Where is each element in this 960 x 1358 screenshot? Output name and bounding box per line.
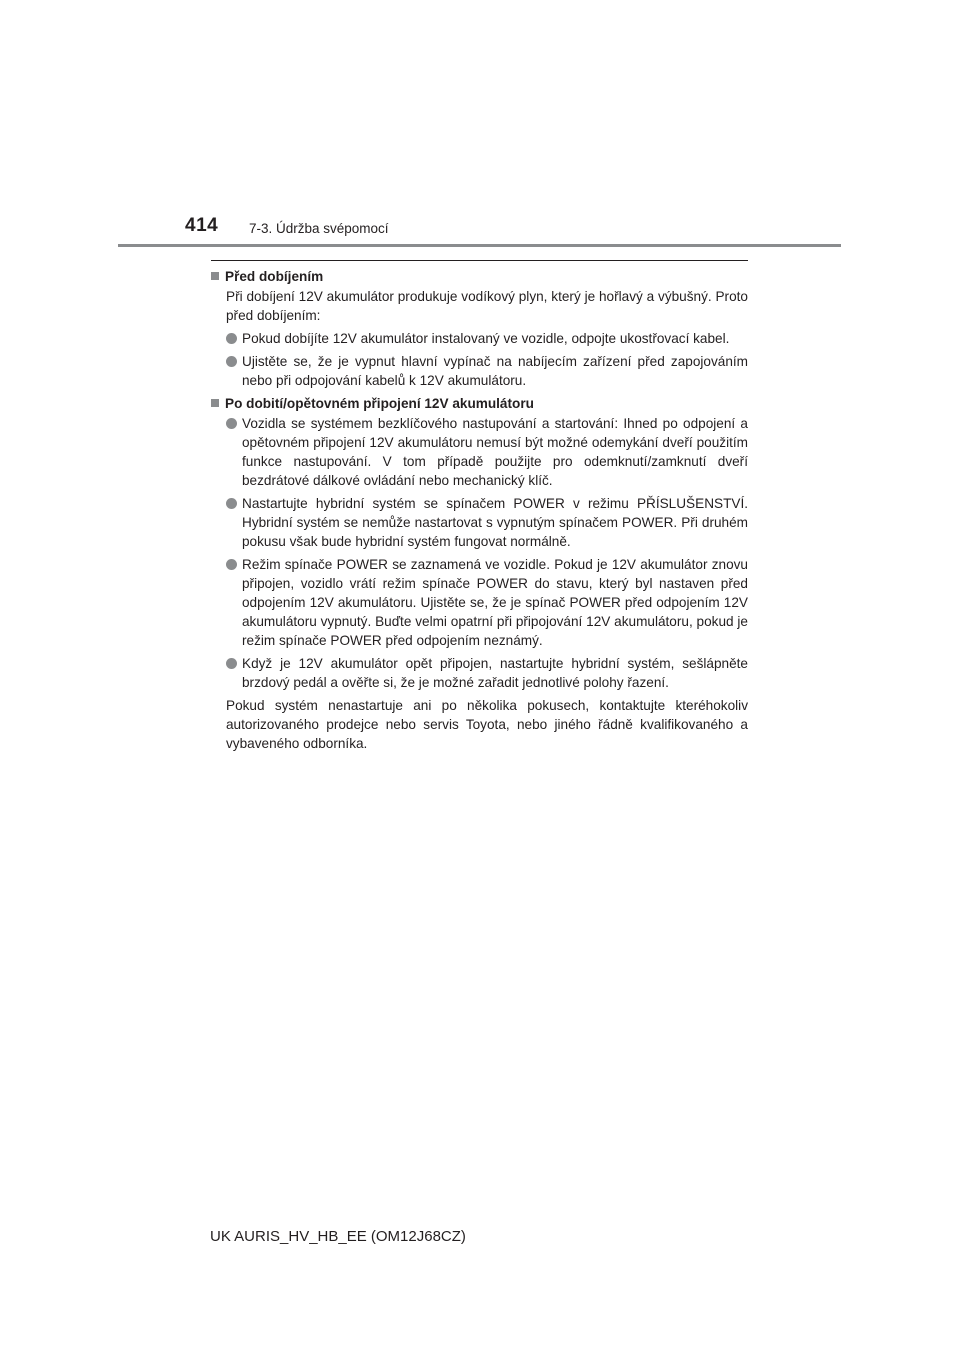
section-heading-after-reconnect	[211, 394, 748, 413]
closing-paragraph: Pokud systém nenastartuje ani po několika pokusech, kontaktujte kteréhokoliv autorizovaného prodejce nebo servis Toyota, nebo jiného řádně kvalifikovaného a vybaveného odborníka.	[226, 698, 748, 751]
content-body	[211, 266, 748, 753]
circle-bullet-icon	[226, 418, 237, 429]
content-divider	[211, 260, 748, 261]
intro-paragraph: Při dobíjení 12V akumulátor produkuje vodíkový plyn, který je hořlavý a výbušný. Proto před dobíjením:	[226, 289, 748, 323]
list-item	[226, 352, 748, 390]
circle-bullet-icon	[226, 658, 237, 669]
square-bullet-icon	[211, 272, 219, 280]
circle-bullet-icon	[226, 498, 237, 509]
list-item	[226, 329, 748, 348]
list-item	[226, 654, 748, 692]
list-item-text: Pokud dobíjíte 12V akumulátor instalovaný ve vozidle, odpojte ukostřovací kabel.	[242, 331, 730, 346]
circle-bullet-icon	[226, 333, 237, 344]
header-divider	[118, 244, 841, 247]
square-bullet-icon	[211, 399, 219, 407]
circle-bullet-icon	[226, 559, 237, 570]
list-item	[226, 555, 748, 650]
section-heading-before-charging	[211, 267, 748, 286]
list-item-text: Když je 12V akumulátor opět připojen, nastartujte hybridní systém, sešlápněte brzdový pedál a ověřte si, že je možné zařadit jednotlivé polohy řazení.	[242, 656, 748, 690]
list-item	[226, 414, 748, 490]
list-item-text: Ujistěte se, že je vypnut hlavní vypínač na nabíjecím zařízení před zapojováním nebo při odpojování kabelů k 12V akumulátoru.	[242, 354, 748, 388]
section-title: 7-3. Údržba svépomocí	[249, 221, 389, 236]
circle-bullet-icon	[226, 356, 237, 367]
footer-model-code: UK AURIS_HV_HB_EE (OM12J68CZ)	[210, 1228, 466, 1245]
list-item-text: Režim spínače POWER se zaznamená ve vozidle. Pokud je 12V akumulátor znovu připojen, vozidlo vrátí režim spínače POWER do stavu, který byl nastaven před odpojením 12V akumulátoru. Ujistěte se, že je spínač POWER před odpojením 12V akumulátoru vypnutý. Buďte velmi opatrní při připojování 12V akumulátoru, pokud je režim spínače POWER před odpojením neznámý.	[242, 557, 748, 648]
page-number: 414	[185, 215, 219, 236]
list-item-text: Nastartujte hybridní systém se spínačem POWER v režimu PŘÍSLUŠENSTVÍ. Hybridní systém se nemůže nastartovat s vypnutým spínačem POWER. Při druhém pokusu však bude hybridní systém fungovat normálně.	[242, 496, 748, 549]
heading-text: Před dobíjením	[225, 269, 324, 284]
list-item	[226, 494, 748, 551]
list-item-text: Vozidla se systémem bezklíčového nastupování a startování: Ihned po odpojení a opětovném připojení 12V akumulátoru nemusí být možné odemykání dveří použitím funkce nastupování. V tom případě použijte pro odemknutí/zamknutí dveří bezdrátové dálkové ovládání nebo mechanický klíč.	[242, 416, 748, 488]
heading-text: Po dobití/opětovném připojení 12V akumulátoru	[225, 396, 534, 411]
